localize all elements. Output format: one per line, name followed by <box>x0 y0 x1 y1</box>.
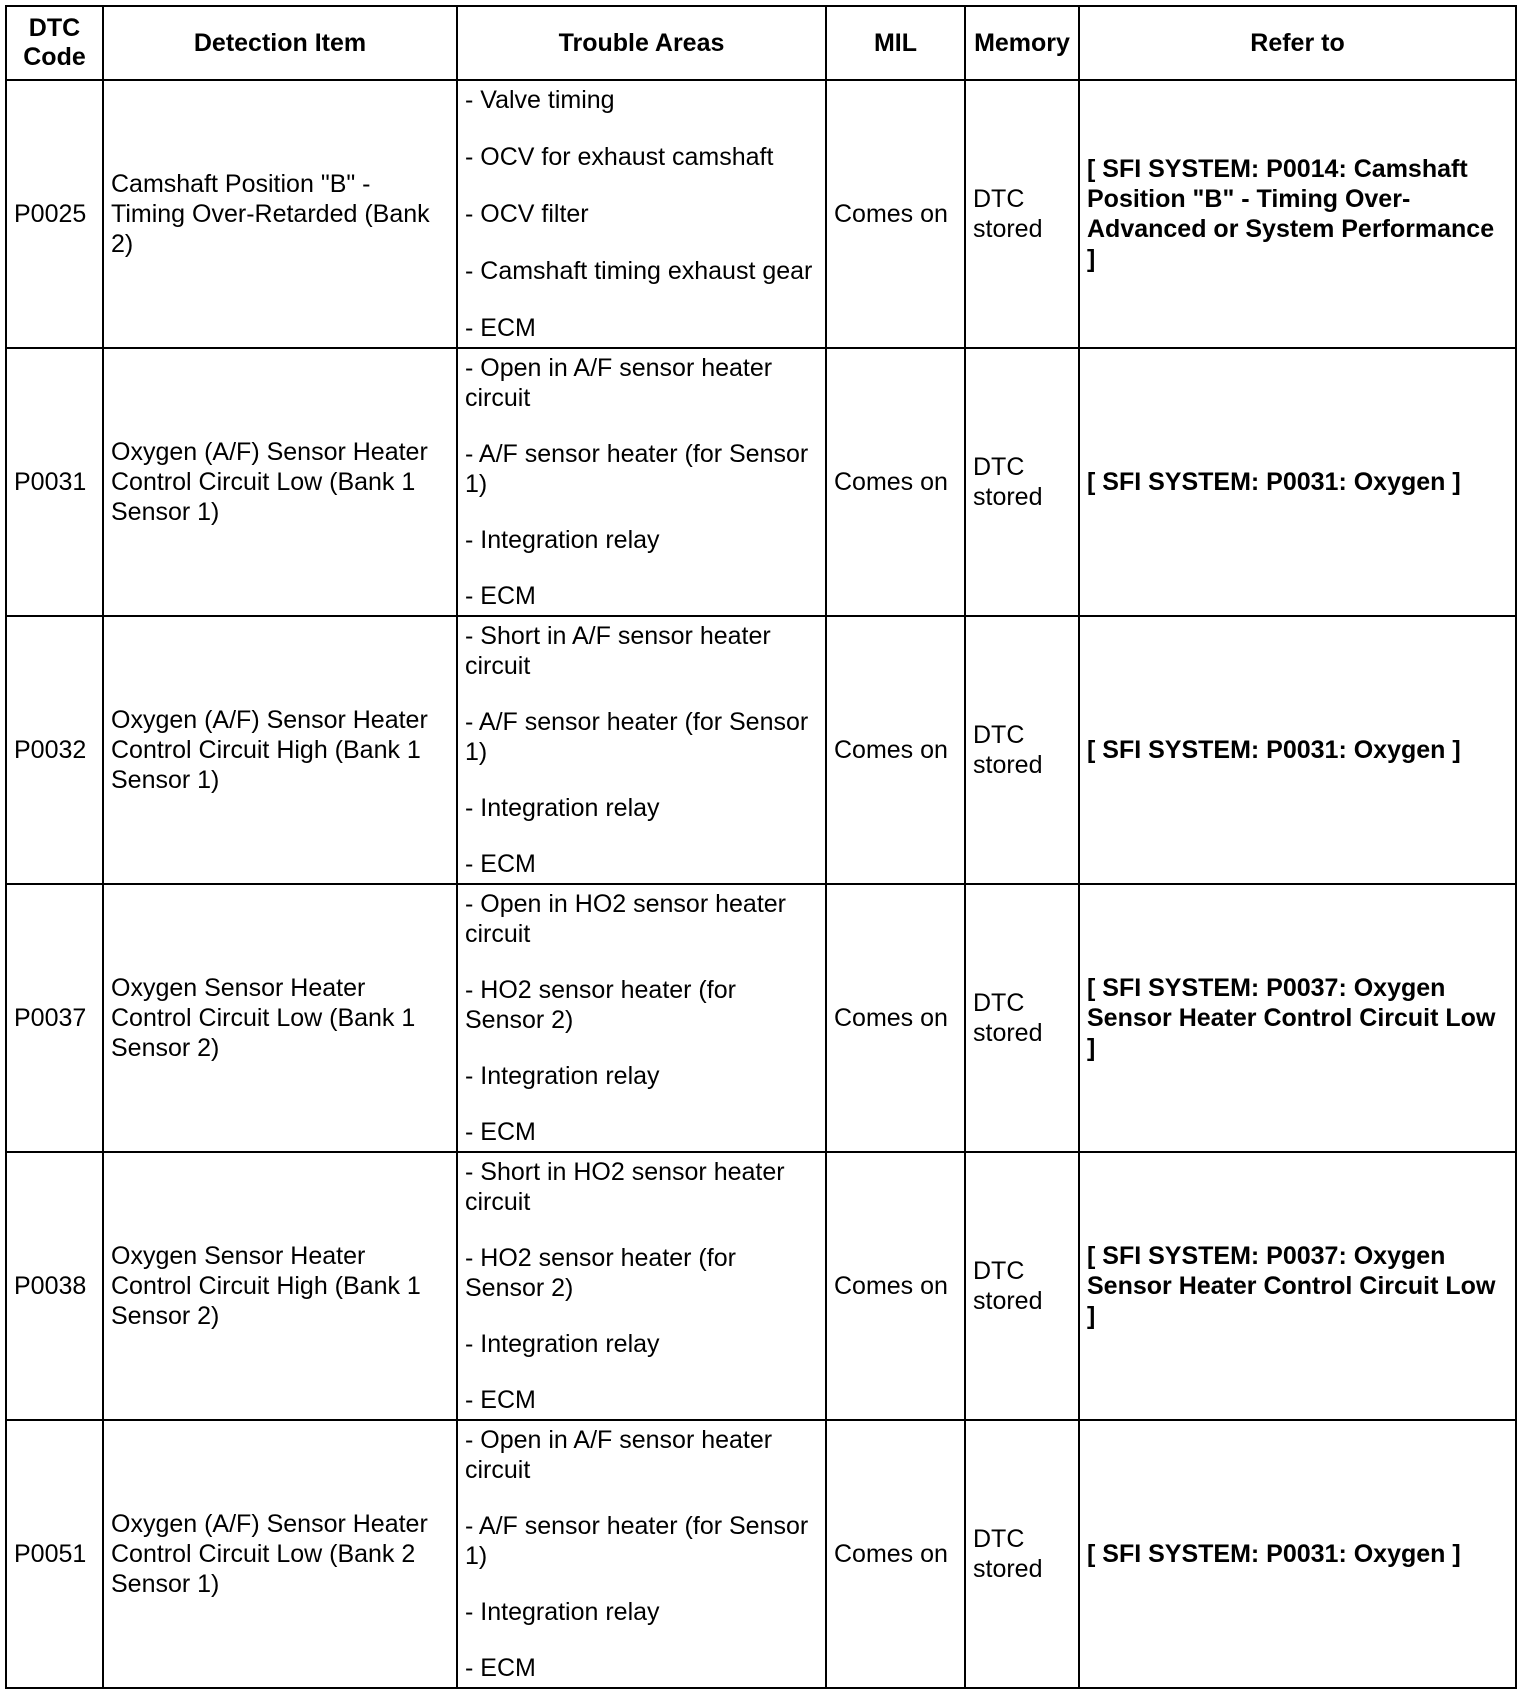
trouble-area-item: - Open in A/F sensor heater circuit <box>465 354 773 412</box>
dtc-code-cell: P0051 <box>6 1420 103 1688</box>
trouble-area-item: - HO2 sensor heater (for Sensor 2) <box>465 1244 736 1302</box>
detection-item-cell: Oxygen (A/F) Sensor Heater Control Circuit Low (Bank 1 Sensor 1) <box>103 348 457 616</box>
trouble-area-item: - ECM <box>465 1654 536 1682</box>
trouble-area-item: - Short in HO2 sensor heater circuit <box>465 1158 785 1216</box>
memory-cell: DTC stored <box>965 80 1079 348</box>
header-detection-item: Detection Item <box>103 6 457 80</box>
trouble-area-item: - Short in A/F sensor heater circuit <box>465 622 771 680</box>
refer-to-cell: [ SFI SYSTEM: P0014: Camshaft Position "B" - Timing Over-Advanced or System Performance ] <box>1079 80 1516 348</box>
header-dtc-code: DTC Code <box>6 6 103 80</box>
trouble-area-item: - Integration relay <box>465 1330 660 1358</box>
mil-cell: Comes on <box>826 1152 965 1420</box>
trouble-area-item: - A/F sensor heater (for Sensor 1) <box>465 440 809 498</box>
refer-to-cell: [ SFI SYSTEM: P0031: Oxygen ] <box>1079 348 1516 616</box>
trouble-areas-cell <box>457 1152 826 1420</box>
trouble-areas-list <box>465 1157 818 1415</box>
trouble-area-item: - Integration relay <box>465 794 660 822</box>
trouble-areas-cell <box>457 616 826 884</box>
dtc-table <box>5 5 1517 1689</box>
table-row <box>6 80 1516 348</box>
table-body <box>6 80 1516 1688</box>
refer-to-cell: [ SFI SYSTEM: P0031: Oxygen ] <box>1079 1420 1516 1688</box>
trouble-area-item: - ECM <box>465 1386 536 1414</box>
trouble-area-item: - Integration relay <box>465 526 660 554</box>
trouble-areas-list <box>465 621 818 879</box>
trouble-area-item: - Valve timing <box>465 86 615 114</box>
dtc-code-cell: P0031 <box>6 348 103 616</box>
trouble-area-item: - Integration relay <box>465 1062 660 1090</box>
memory-cell: DTC stored <box>965 1420 1079 1688</box>
trouble-area-item: - ECM <box>465 582 536 610</box>
detection-item-cell: Oxygen (A/F) Sensor Heater Control Circuit Low (Bank 2 Sensor 1) <box>103 1420 457 1688</box>
trouble-areas-list <box>465 85 818 343</box>
detection-item-cell: Camshaft Position "B" - Timing Over-Retarded (Bank 2) <box>103 80 457 348</box>
header-trouble-areas: Trouble Areas <box>457 6 826 80</box>
trouble-areas-cell <box>457 1420 826 1688</box>
trouble-areas-list <box>465 889 818 1147</box>
trouble-areas-list <box>465 353 818 611</box>
trouble-areas-cell <box>457 884 826 1152</box>
trouble-area-item: - Open in A/F sensor heater circuit <box>465 1426 773 1484</box>
mil-cell: Comes on <box>826 348 965 616</box>
trouble-areas-cell <box>457 80 826 348</box>
detection-item-cell: Oxygen Sensor Heater Control Circuit High (Bank 1 Sensor 2) <box>103 1152 457 1420</box>
refer-to-cell: [ SFI SYSTEM: P0031: Oxygen ] <box>1079 616 1516 884</box>
detection-item-cell: Oxygen Sensor Heater Control Circuit Low (Bank 1 Sensor 2) <box>103 884 457 1152</box>
memory-cell: DTC stored <box>965 884 1079 1152</box>
dtc-code-cell: P0025 <box>6 80 103 348</box>
header-memory: Memory <box>965 6 1079 80</box>
table-row <box>6 1420 1516 1688</box>
trouble-area-item: - ECM <box>465 314 536 342</box>
header-row <box>6 6 1516 80</box>
memory-cell: DTC stored <box>965 616 1079 884</box>
table-row <box>6 884 1516 1152</box>
trouble-area-item: - A/F sensor heater (for Sensor 1) <box>465 708 809 766</box>
dtc-code-cell: P0038 <box>6 1152 103 1420</box>
trouble-area-item: - ECM <box>465 1118 536 1146</box>
detection-item-cell: Oxygen (A/F) Sensor Heater Control Circuit High (Bank 1 Sensor 1) <box>103 616 457 884</box>
trouble-area-item: - A/F sensor heater (for Sensor 1) <box>465 1512 809 1570</box>
refer-to-cell: [ SFI SYSTEM: P0037: Oxygen Sensor Heater Control Circuit Low ] <box>1079 1152 1516 1420</box>
table-header <box>6 6 1516 80</box>
memory-cell: DTC stored <box>965 1152 1079 1420</box>
mil-cell: Comes on <box>826 884 965 1152</box>
trouble-area-item: - ECM <box>465 850 536 878</box>
mil-cell: Comes on <box>826 1420 965 1688</box>
trouble-area-item: - Integration relay <box>465 1598 660 1626</box>
trouble-area-item: - Camshaft timing exhaust gear <box>465 257 813 285</box>
table-row <box>6 348 1516 616</box>
dtc-code-cell: P0032 <box>6 616 103 884</box>
refer-to-cell: [ SFI SYSTEM: P0037: Oxygen Sensor Heater Control Circuit Low ] <box>1079 884 1516 1152</box>
trouble-area-item: - Open in HO2 sensor heater circuit <box>465 890 786 948</box>
trouble-area-item: - OCV filter <box>465 200 589 228</box>
trouble-area-item: - OCV for exhaust camshaft <box>465 143 774 171</box>
header-refer-to: Refer to <box>1079 6 1516 80</box>
mil-cell: Comes on <box>826 616 965 884</box>
mil-cell: Comes on <box>826 80 965 348</box>
table-row <box>6 616 1516 884</box>
trouble-areas-list <box>465 1425 818 1683</box>
trouble-area-item: - HO2 sensor heater (for Sensor 2) <box>465 976 736 1034</box>
table-row <box>6 1152 1516 1420</box>
memory-cell: DTC stored <box>965 348 1079 616</box>
trouble-areas-cell <box>457 348 826 616</box>
header-mil: MIL <box>826 6 965 80</box>
dtc-code-cell: P0037 <box>6 884 103 1152</box>
